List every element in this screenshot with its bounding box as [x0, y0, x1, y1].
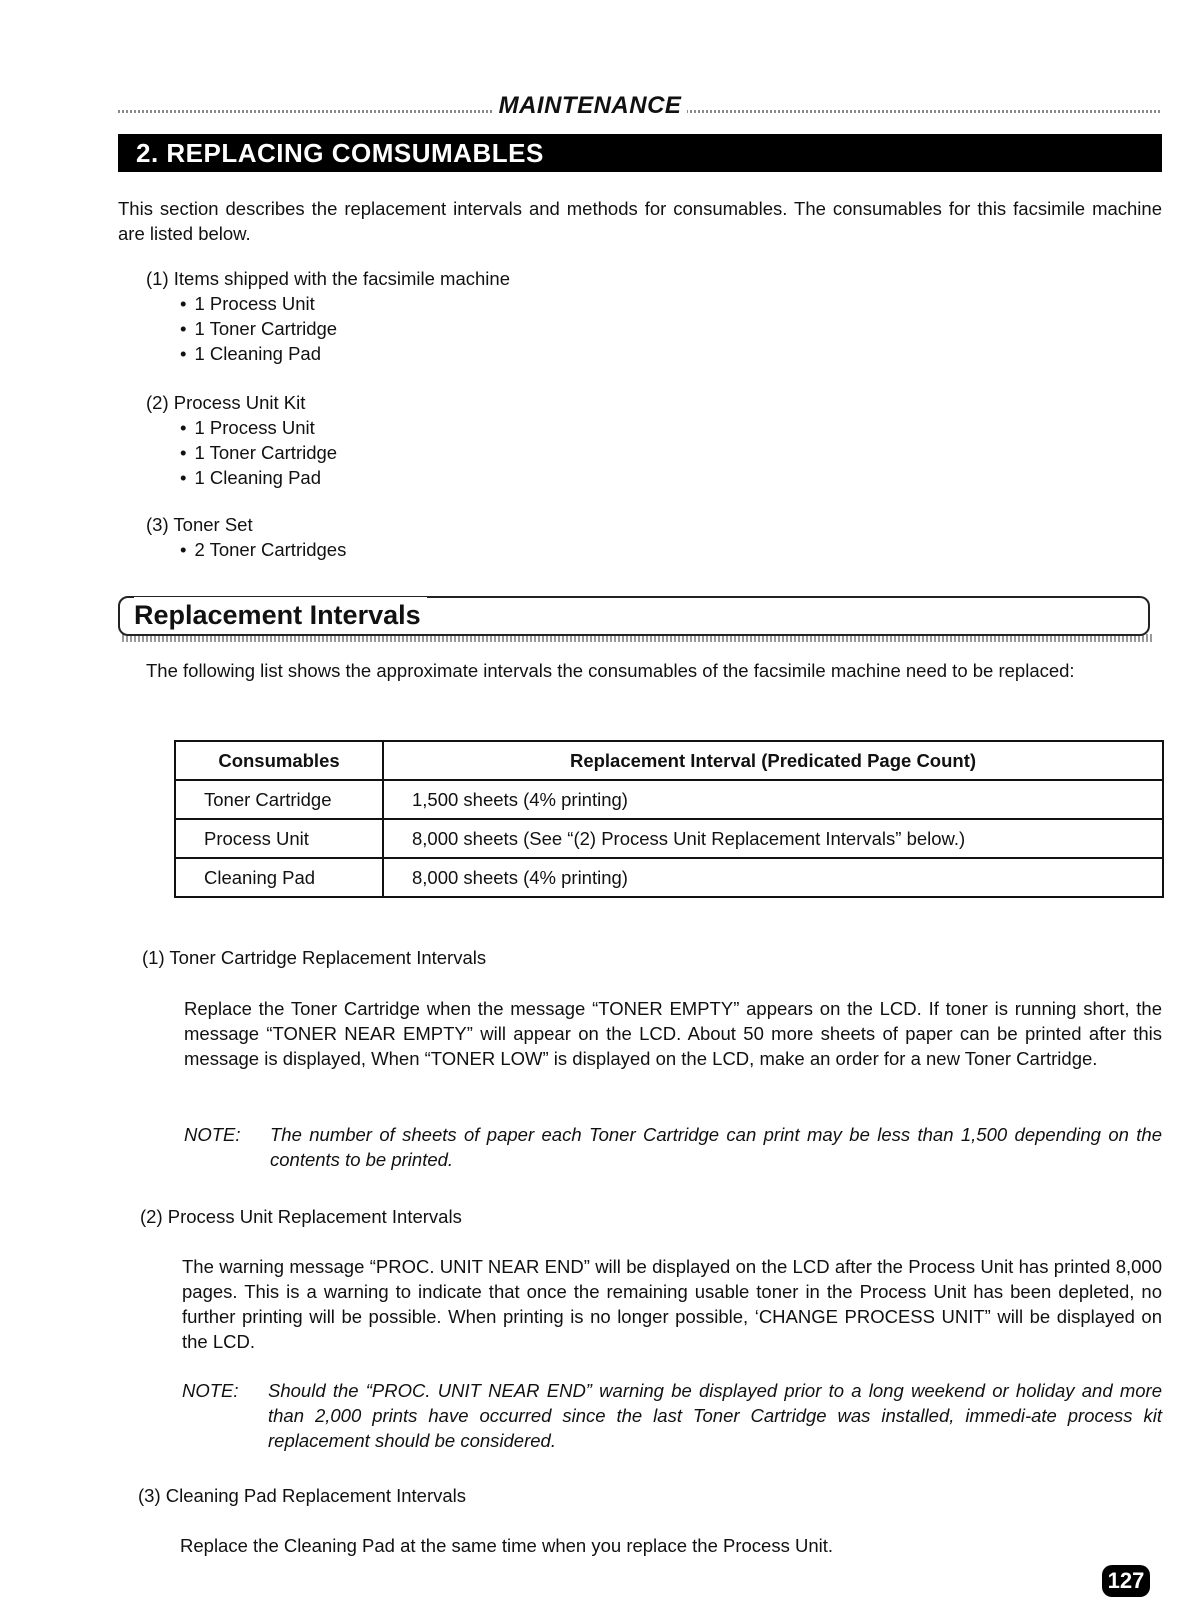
table-row: [175, 780, 1163, 819]
list-heading: (3) Toner Set: [146, 514, 253, 535]
note-label: NOTE:: [184, 1124, 241, 1145]
section-title-bar: 2. REPLACING COMSUMABLES: [118, 134, 1162, 172]
list-item: • 1 Process Unit: [146, 415, 746, 440]
subsection-2-heading: (2) Process Unit Replacement Intervals: [140, 1206, 462, 1227]
replacement-intervals-heading: Replacement Intervals: [134, 597, 427, 633]
subsection-2-note: Should the “PROC. UNIT NEAR END” warning be displayed prior to a long weekend or holiday and more than 2,000 prints have occurred since the last Toner Cartridge was installed, immedi-ate process kit replacement should be considered.: [268, 1380, 1162, 1451]
consumables-table: [174, 740, 1164, 898]
list-item: • 1 Cleaning Pad: [146, 465, 746, 490]
note-label: NOTE:: [182, 1380, 239, 1401]
replacement-intro: The following list shows the approximate intervals the consumables of the facsimile machine need to be replaced:: [146, 660, 1075, 681]
list-item: • 2 Toner Cartridges: [146, 537, 746, 562]
page-number: 127: [1102, 1565, 1150, 1597]
subsection-1-note: The number of sheets of paper each Toner Cartridge can print may be less than 1,500 depending on the contents to be printed.: [270, 1124, 1162, 1170]
table-row: [175, 858, 1163, 897]
table-cell: 8,000 sheets (See “(2) Process Unit Replacement Intervals” below.): [383, 819, 1163, 858]
list-item: • 1 Cleaning Pad: [146, 341, 746, 366]
subsection-3-body: Replace the Cleaning Pad at the same time when you replace the Process Unit.: [180, 1535, 834, 1556]
table-cell: Process Unit: [175, 819, 383, 858]
list-heading: (2) Process Unit Kit: [146, 392, 306, 413]
table-cell: Cleaning Pad: [175, 858, 383, 897]
table-cell: Toner Cartridge: [175, 780, 383, 819]
subsection-1-heading: (1) Toner Cartridge Replacement Intervals: [142, 947, 487, 968]
list-item: • 1 Toner Cartridge: [146, 316, 746, 341]
intro-paragraph: This section describes the replacement intervals and methods for consumables. The consumables for this facsimile machine are listed below.: [118, 198, 1162, 244]
consumables-list-3: [146, 512, 746, 562]
column-header: Consumables: [175, 741, 383, 780]
list-item: • 1 Process Unit: [146, 291, 746, 316]
subsection-3-heading: (3) Cleaning Pad Replacement Intervals: [138, 1485, 467, 1506]
list-heading: (1) Items shipped with the facsimile machine: [146, 268, 510, 289]
subsection-2-body: The warning message “PROC. UNIT NEAR END” will be displayed on the LCD after the Process Unit has printed 8,000 pages. This is a warning to indicate that once the remaining usable toner in the Process Unit has been depleted, no further printing will be possible. When printing is no longer possible, ‘CHANGE PROCESS UNIT” will be displayed on the LCD.: [182, 1256, 1162, 1352]
table-cell: 8,000 sheets (4% printing): [383, 858, 1163, 897]
consumables-list-2: [146, 390, 746, 490]
column-header: Replacement Interval (Predicated Page Count): [383, 741, 1163, 780]
table-cell: 1,500 sheets (4% printing): [383, 780, 1163, 819]
consumables-list-1: [146, 266, 746, 366]
list-item: • 1 Toner Cartridge: [146, 440, 746, 465]
subsection-1-body: Replace the Toner Cartridge when the message “TONER EMPTY” appears on the LCD. If toner is running short, the message “TONER NEAR EMPTY” will appear on the LCD. About 50 more sheets of paper can be printed after this message is displayed, When “TONER LOW” is displayed on the LCD, make an order for a new Toner Cartridge.: [184, 998, 1162, 1069]
table-header-row: [175, 741, 1163, 780]
table-row: [175, 819, 1163, 858]
running-header: MAINTENANCE: [0, 92, 1180, 120]
